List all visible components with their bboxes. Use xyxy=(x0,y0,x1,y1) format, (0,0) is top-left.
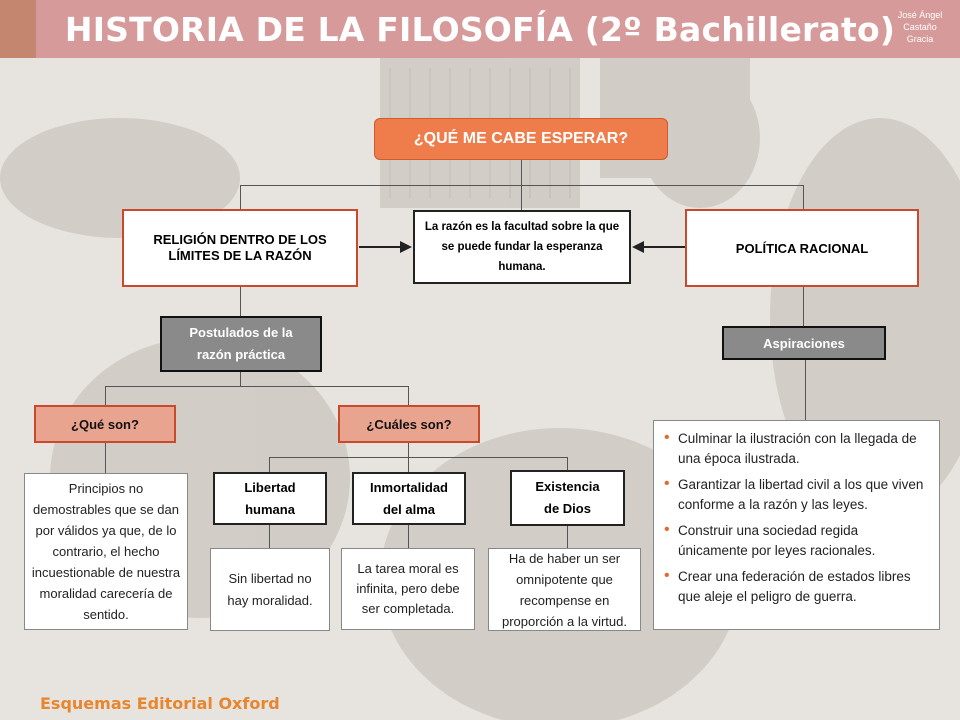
what-are-label: ¿Qué son? xyxy=(71,416,139,432)
which-are-label: ¿Cuáles son? xyxy=(366,416,452,432)
author-line: Castaño xyxy=(903,22,937,32)
aspiration-text: Garantizar la libertad civil a los que viven conforme a la razón y las leyes. xyxy=(678,477,924,512)
center-box xyxy=(413,210,631,284)
root-question-box xyxy=(374,118,668,160)
aspirations-box xyxy=(722,326,886,360)
god-text: Ha de haber un ser omnipotente que recompense en proporción a la virtud. xyxy=(501,550,627,629)
connector-line xyxy=(408,457,409,472)
god-label: Existencia de Dios xyxy=(535,479,600,516)
immortality-box xyxy=(352,472,466,525)
aspiration-text: Construir una sociedad regida únicamente por leyes racionales. xyxy=(678,523,876,558)
connector-line xyxy=(105,443,106,473)
what-are-box xyxy=(34,405,176,443)
immortality-description xyxy=(341,548,475,630)
freedom-description xyxy=(210,548,330,631)
what-are-description xyxy=(24,473,188,630)
connector-line xyxy=(521,185,522,210)
politics-label: POLÍTICA RACIONAL xyxy=(735,240,869,256)
connector-line xyxy=(240,185,241,210)
connector-line xyxy=(269,457,270,472)
postulates-label: Postulados de la razón práctica xyxy=(189,325,293,362)
author-line: Gracia xyxy=(906,34,934,44)
connector-line xyxy=(567,457,568,470)
connector-line xyxy=(521,160,522,185)
aspirations-list-box xyxy=(653,420,940,630)
connector-line xyxy=(408,443,409,457)
which-are-box xyxy=(338,405,480,443)
connector-line xyxy=(240,185,804,186)
aspiration-text: Culminar la ilustración con la llegada de una época ilustrada. xyxy=(678,431,917,466)
connector-line xyxy=(805,360,806,420)
connector-line xyxy=(105,386,106,405)
bullet-icon: • xyxy=(664,521,670,538)
footer-credit: Esquemas Editorial Oxford xyxy=(40,694,280,713)
center-text: La razón es la facultad sobre la que se puede fundar la esperanza humana. xyxy=(424,221,620,273)
god-box xyxy=(510,470,625,526)
connector-line xyxy=(240,286,241,316)
author-line: José Ángel xyxy=(897,10,943,20)
bullet-icon: • xyxy=(664,567,670,584)
freedom-text: Sin libertad no hay moralidad. xyxy=(227,570,313,608)
connector-line xyxy=(240,372,241,386)
religion-box xyxy=(122,209,358,287)
immortality-label: Inmortalidad del alma xyxy=(369,479,448,517)
what-are-text: Principios no demostrables que se dan por válidos ya que, de lo contrario, el hecho incuestionable de nuestra moralidad carecería de sentido. xyxy=(31,481,181,622)
connector-line xyxy=(105,386,408,387)
root-question: ¿QUÉ ME CABE ESPERAR? xyxy=(413,130,629,147)
immortality-text: La tarea moral es infinita, pero debe ser completada. xyxy=(356,561,460,616)
connector-line xyxy=(269,525,270,548)
connector-line xyxy=(803,286,804,326)
religion-label: RELIGIÓN DENTRO DE LOS LÍMITES DE LA RAZÓN xyxy=(153,232,327,263)
freedom-label: Libertad humana xyxy=(244,479,296,517)
list-item xyxy=(664,567,931,607)
list-item xyxy=(664,429,931,469)
postulates-box xyxy=(160,316,322,372)
connector-line xyxy=(269,457,568,458)
page-title: HISTORIA DE LA FILOSOFÍA (2º Bachillerato) xyxy=(64,10,896,49)
god-description xyxy=(488,548,641,631)
author-credit xyxy=(888,9,952,45)
arrowhead xyxy=(400,241,412,253)
arrowhead xyxy=(632,241,644,253)
connector-line xyxy=(408,386,409,405)
bullet-icon: • xyxy=(664,429,670,446)
aspiration-text: Crear una federación de estados libres que aleje el peligro de guerra. xyxy=(678,569,911,604)
freedom-box xyxy=(213,472,327,525)
aspirations-label: Aspiraciones xyxy=(763,335,845,351)
arrow-right-to-center xyxy=(644,246,686,248)
list-item xyxy=(664,521,931,561)
politics-box xyxy=(685,209,919,287)
connector-line xyxy=(567,526,568,548)
connector-line xyxy=(803,185,804,210)
bullet-icon: • xyxy=(664,475,670,492)
list-item xyxy=(664,475,931,515)
arrow-left-to-center xyxy=(359,246,401,248)
connector-line xyxy=(408,525,409,548)
